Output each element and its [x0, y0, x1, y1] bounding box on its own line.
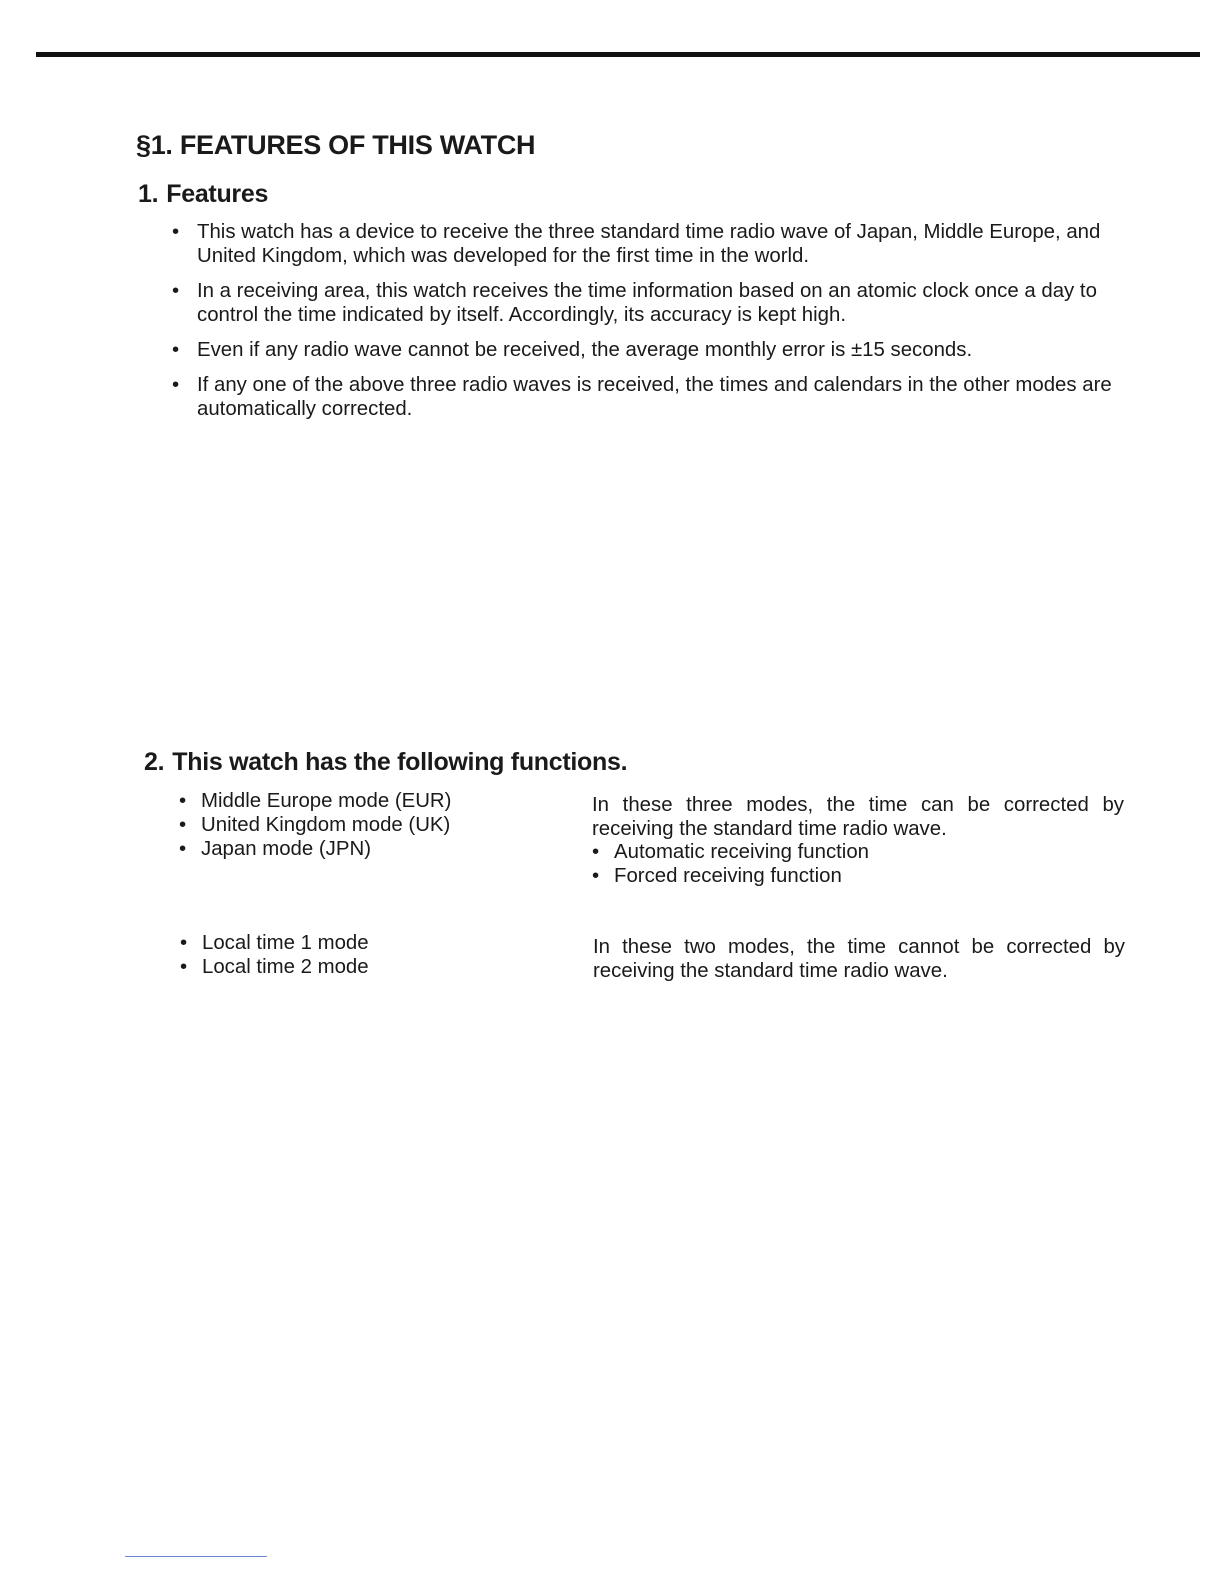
bullet-icon: •	[179, 814, 187, 836]
feature-text: In a receiving area, this watch receives the time information based on an atomic clock once a day to control the time indicated by itself. Accordingly, its accuracy is kept high.	[197, 280, 1097, 326]
features-list	[172, 220, 1132, 432]
bullet-icon: •	[172, 339, 180, 361]
list-item	[172, 220, 1132, 268]
functions-heading-number: 2.	[144, 748, 165, 776]
radio-modes-list	[179, 789, 451, 861]
mode-label: Local time 2 mode	[202, 956, 369, 978]
function-label: Forced receiving function	[614, 865, 842, 887]
list-item	[179, 789, 451, 813]
section-title: §1. FEATURES OF THIS WATCH	[136, 130, 536, 160]
list-item	[179, 837, 451, 861]
feature-text: This watch has a device to receive the three standard time radio wave of Japan, Middle Europe, and United Kingdom, which was developed for the first time in the world.	[197, 221, 1101, 267]
mode-label: United Kingdom mode (UK)	[201, 814, 451, 836]
bullet-icon: •	[179, 790, 187, 812]
bullet-icon: •	[172, 280, 180, 302]
top-divider	[36, 52, 1200, 57]
mode-label: Local time 1 mode	[202, 932, 369, 954]
features-heading-text: Features	[166, 180, 269, 208]
list-item	[179, 813, 451, 837]
list-item	[180, 931, 369, 955]
footer-divider	[125, 1556, 267, 1557]
mode-label: Japan mode (JPN)	[201, 838, 371, 860]
list-item	[180, 955, 369, 979]
local-modes-list	[180, 931, 369, 979]
mode-label: Middle Europe mode (EUR)	[201, 790, 452, 812]
list-item	[592, 840, 869, 864]
bullet-icon: •	[180, 932, 188, 954]
features-heading	[138, 180, 268, 209]
bullet-icon: •	[180, 956, 188, 978]
functions-heading	[144, 748, 627, 777]
radio-modes-description: In these three modes, the time can be corrected by receiving the standard time radio wave.	[592, 794, 1124, 840]
list-item	[172, 279, 1132, 327]
local-modes-description: In these two modes, the time cannot be corrected by receiving the standard time radio wave.	[593, 936, 1125, 982]
functions-heading-text: This watch has the following functions.	[172, 748, 628, 776]
bullet-icon: •	[592, 865, 600, 887]
bullet-icon: •	[172, 221, 180, 243]
features-heading-number: 1.	[138, 180, 159, 208]
bullet-icon: •	[592, 841, 600, 863]
receiving-functions-list	[592, 840, 869, 888]
list-item	[592, 864, 869, 888]
bullet-icon: •	[172, 374, 180, 396]
function-label: Automatic receiving function	[614, 841, 870, 863]
list-item	[172, 338, 1132, 362]
bullet-icon: •	[179, 838, 187, 860]
feature-text: Even if any radio wave cannot be received, the average monthly error is ±15 seconds.	[197, 339, 973, 361]
feature-text: If any one of the above three radio waves is received, the times and calendars in the other modes are automatically corrected.	[197, 374, 1112, 420]
list-item	[172, 373, 1132, 421]
